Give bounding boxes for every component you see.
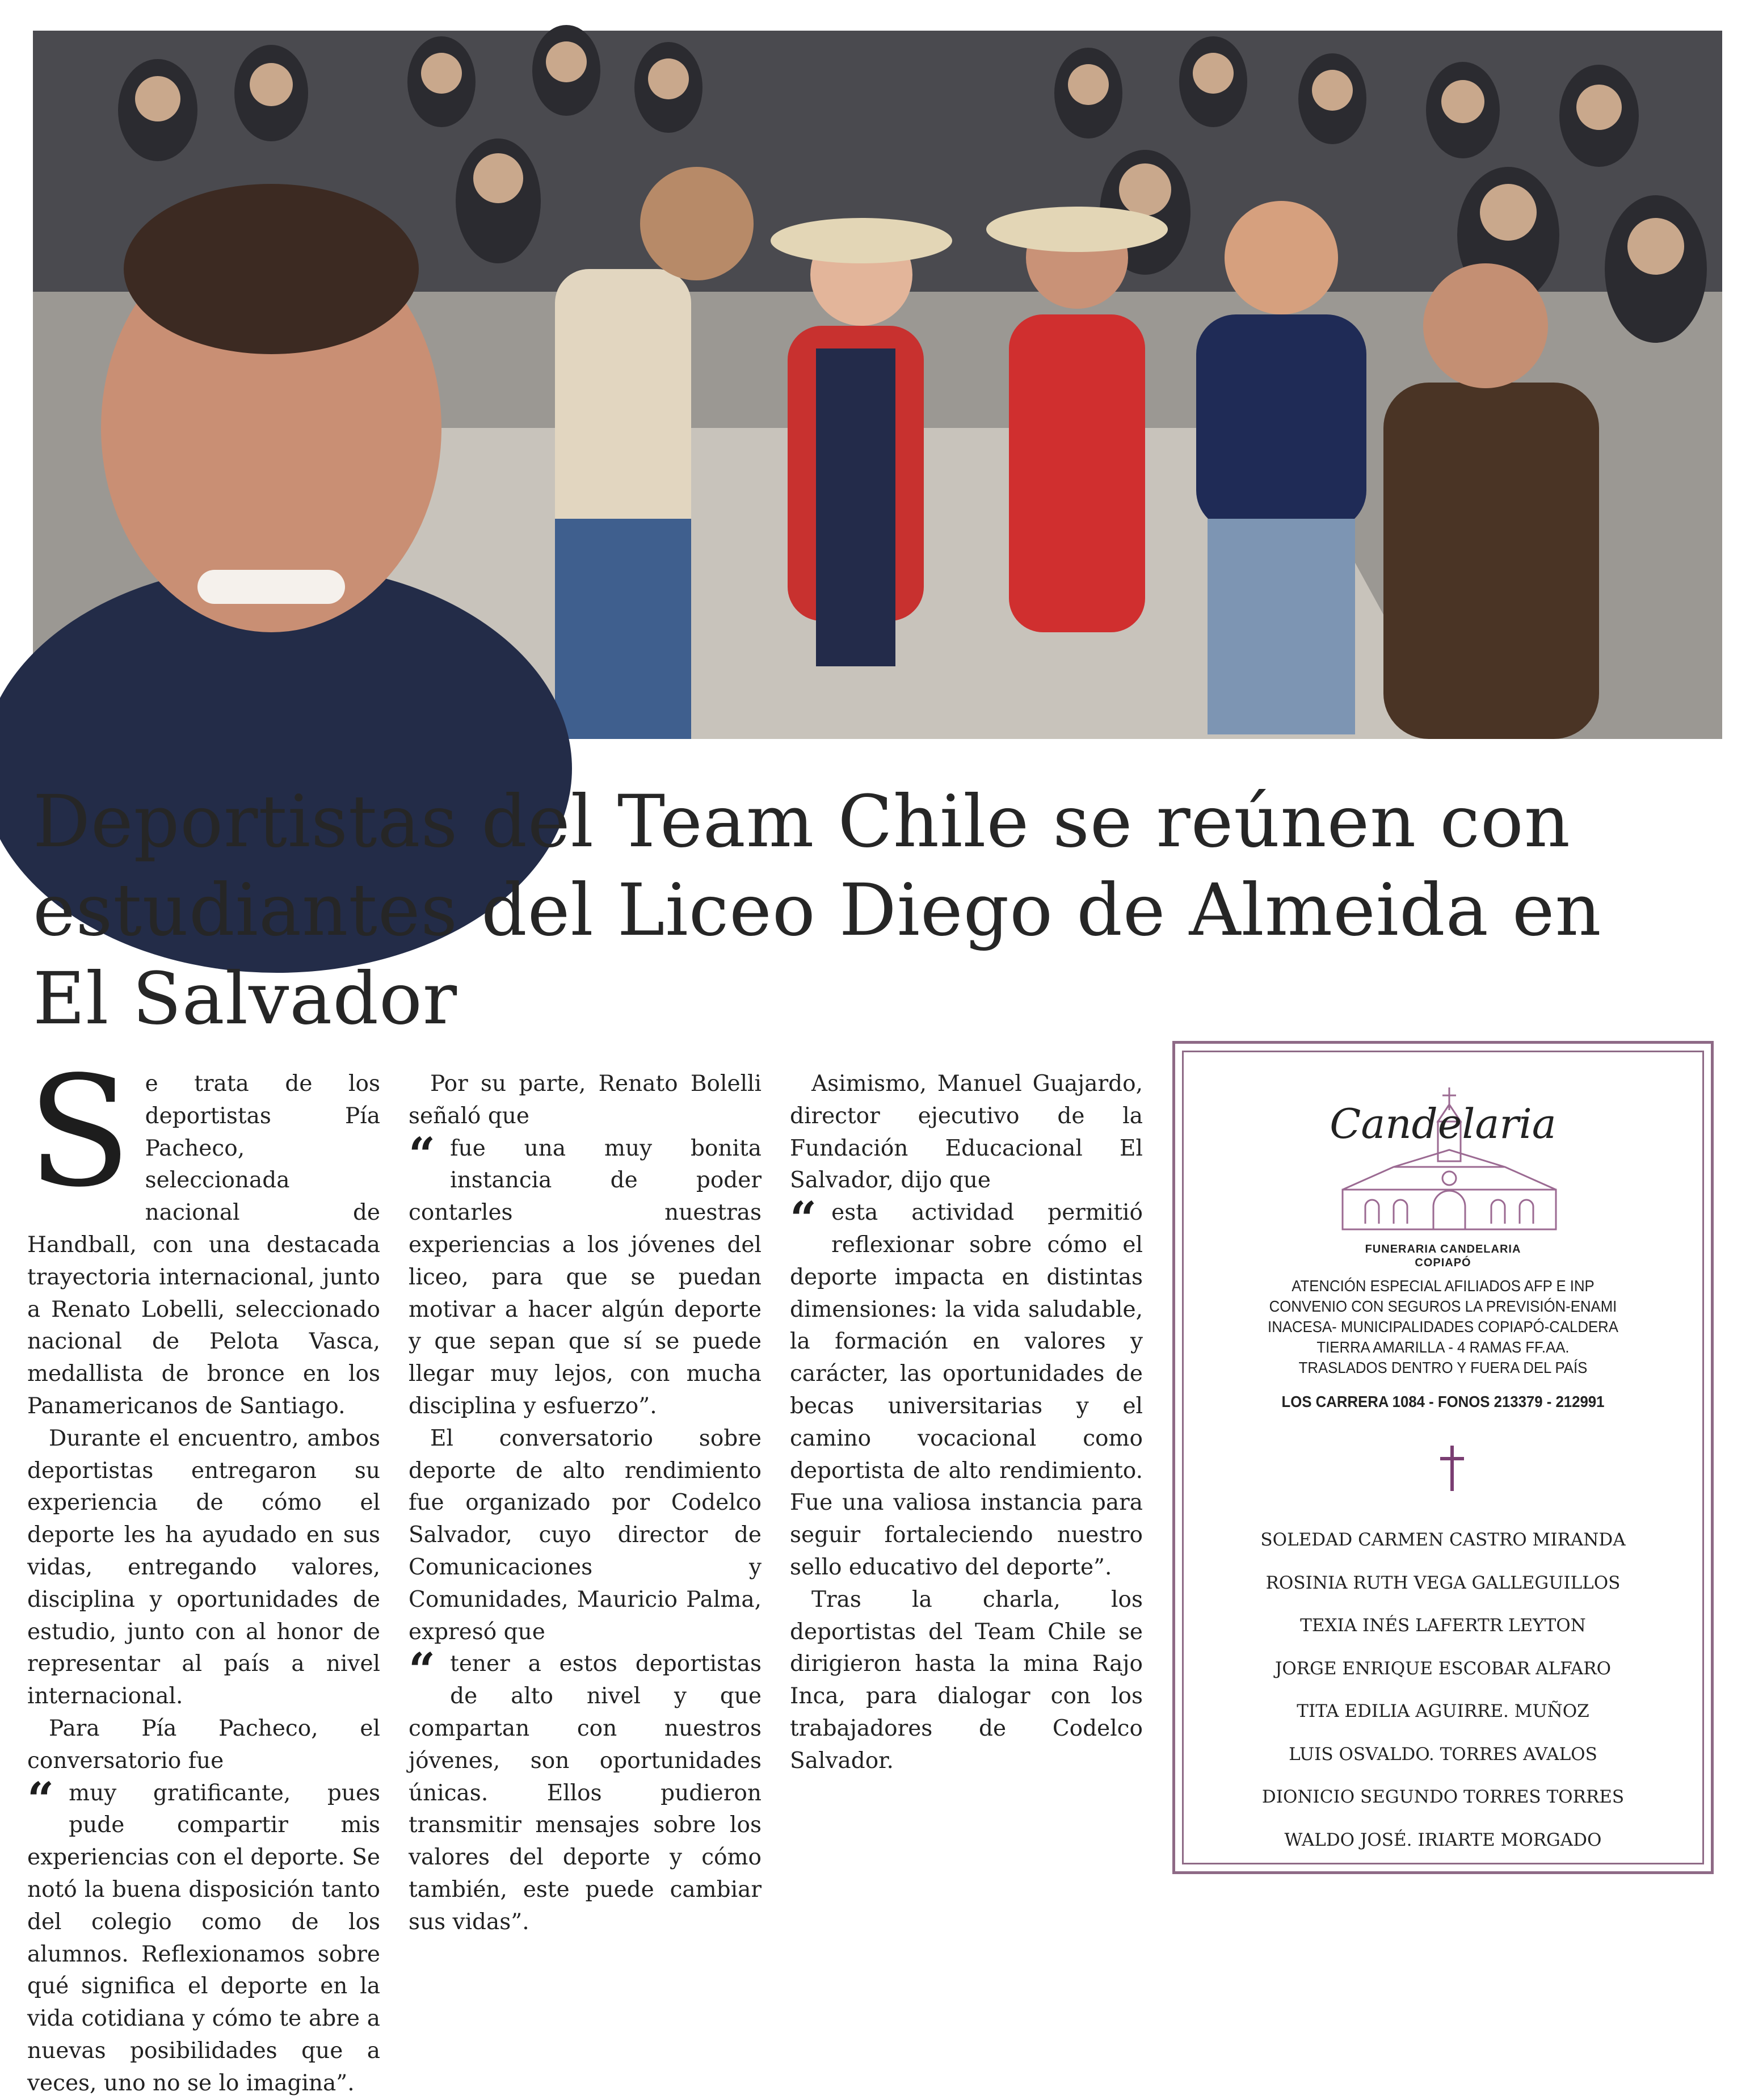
ad-address: LOS CARRERA 1084 - FONOS 213379 - 212991 (1281, 1393, 1605, 1410)
quote-mark-icon: “ (27, 1772, 54, 1827)
funeral-ad (1172, 1041, 1714, 1874)
paragraph-text: e trata de los deportistas Pía Pacheco, seleccionada nacional de Handball, con una destacada trayectoria internacional, junto a Renato Lobelli, seleccionado nacional de Pelota Vasca, medallista de bronce en los Panamericanos de Santiago. (27, 1071, 380, 1419)
ad-frame (1182, 1051, 1704, 1864)
cross-icon (1440, 1446, 1464, 1491)
quote-paragraph (790, 1192, 1143, 1584)
ad-info-line: INACESA- MUNICIPALIDADES COPIAPÓ-CALDERA (1268, 1318, 1618, 1335)
paragraph: Por su parte, Renato Bolelli señaló que (409, 1071, 762, 1129)
quote-mark-icon: “ (409, 1643, 436, 1698)
ad-city: COPIAPÓ (1415, 1257, 1471, 1269)
obituary-names (1184, 1519, 1702, 1862)
quote-text: esta actividad permitió reflexionar sobre cómo el deporte impacta en distintas dimensiones: la vida saludable, la formación en valores y carácter, las oportunidades de becas universitarias y el camino vocacional como deportista de alto rendimiento. Fue una valiosa instancia para seguir fortaleciendo nuestro sello educativo del deporte”. (790, 1200, 1143, 1580)
article-photo (33, 31, 1722, 739)
quote-paragraph (27, 1772, 380, 2100)
obituary-name: WALDO JOSÉ. IRIARTE MORGADO (1284, 1829, 1602, 1850)
paragraph: El conversatorio sobre deporte de alto rendimiento fue organizado por Codelco Salvador, cuyo director de Comunicaciones y Comunidades, Mauricio Palma, expresó que (409, 1425, 762, 1645)
paragraph: Tras la charla, los deportistas del Team Chile se dirigieron hasta la mina Rajo Inca, para dialogar con los trabajadores de Codelco Salvador. (790, 1586, 1143, 1774)
quote-paragraph (409, 1643, 762, 1938)
obituary-name: ROSINIA RUTH VEGA GALLEGUILLOS (1265, 1572, 1621, 1593)
paragraph: Asimismo, Manuel Guajardo, director ejecutivo de la Fundación Educacional El Salvador, dijo que (790, 1071, 1143, 1194)
quote-mark-icon: “ (409, 1127, 436, 1182)
paragraph: Durante el encuentro, ambos deportistas entregaron su experiencia de cómo el deporte les ha ayudado en sus vidas, entregando valores, disciplina y oportunidades de estudio, junto con al honor de representar al país a nivel internacional. (27, 1425, 380, 1710)
quote-paragraph (409, 1127, 762, 1423)
obituary-name: JORGE ENRIQUE ESCOBAR ALFARO (1274, 1658, 1612, 1679)
obituary-name: DIONICIO SEGUNDO TORRES TORRES (1261, 1787, 1625, 1807)
ad-company-name: FUNERARIA CANDELARIA (1365, 1243, 1521, 1255)
obituary-name: TITA EDILIA AGUIRRE. MUÑOZ (1297, 1701, 1589, 1721)
quote-mark-icon: “ (790, 1192, 817, 1247)
article-column-2 (409, 1068, 762, 1939)
paragraph: Para Pía Pacheco, el conversatorio fue (27, 1715, 380, 1774)
obituary-name: SOLEDAD CARMEN CASTRO MIRANDA (1260, 1530, 1626, 1550)
photo-illustration (33, 31, 1722, 739)
ad-info-line: TIERRA AMARILLA - 4 RAMAS FF.AA. (1316, 1338, 1570, 1356)
quote-text: tener a estos deportistas de alto nivel y que compartan con nuestros jóvenes, son oportunidades únicas. Ellos pudieron transmitir mensajes sobre los valores del deporte y cómo también, este puede cambiar sus vidas”. (409, 1651, 762, 1935)
ad-info-line: TRASLADOS DENTRO Y FUERA DEL PAÍS (1298, 1359, 1588, 1376)
article-column-1 (27, 1044, 380, 2100)
drop-cap: S (27, 1044, 132, 1221)
headline: Deportistas del Team Chile se reúnen con estudiantes del Liceo Diego de Almeida en El Salvador (33, 780, 1602, 1040)
ad-info-line: CONVENIO CON SEGUROS LA PREVISIÓN-ENAMI (1269, 1297, 1617, 1315)
quote-text: fue una muy bonita instancia de poder contarles nuestras experiencias a los jóvenes del liceo, para que se puedan motivar a hacer algún deporte y que sepan que sí se puede llegar muy lejos, con mucha disciplina y esfuerzo”. (409, 1135, 762, 1419)
article-column-3 (790, 1068, 1143, 1778)
obituary-name: LUIS OSVALDO. TORRES AVALOS (1289, 1744, 1597, 1765)
obituary-name: TEXIA INÉS LAFERTR LEYTON (1300, 1615, 1586, 1636)
ad-brand-logo: Candelaria (1330, 1100, 1557, 1148)
ad-info-line: ATENCIÓN ESPECIAL AFILIADOS AFP E INP (1292, 1277, 1595, 1295)
paragraph (27, 1044, 380, 1423)
quote-text: muy gratificante, pues pude compartir mis experiencias con el deporte. Se notó la buena disposición tanto del colegio como de los alumnos. Reflexionamos sobre qué significa el deporte en la vida cotidiana y cómo te abre a nuevas posibilidades que a veces, uno no se lo imagina”. (27, 1780, 380, 2096)
